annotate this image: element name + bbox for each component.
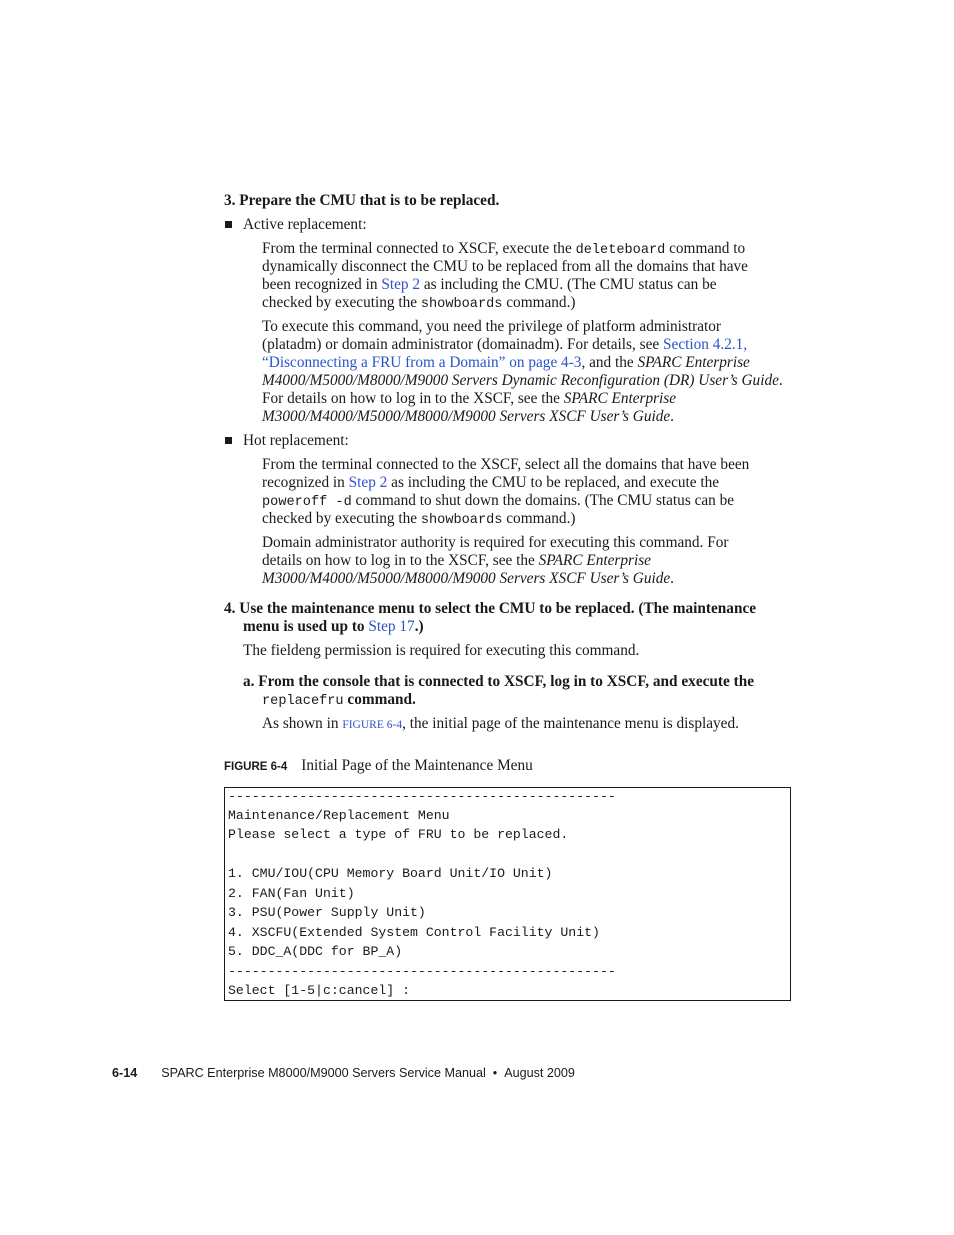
text-line bbox=[262, 552, 651, 570]
text-line: From the terminal connected to the XSCF, select all the domains that have been bbox=[262, 456, 750, 473]
book-title: SPARC Enterprise bbox=[563, 390, 677, 407]
console-line: ------------------------------------------------- bbox=[228, 964, 616, 979]
text: checked by executing the bbox=[262, 510, 421, 527]
text: From the terminal connected to XSCF, execute the bbox=[262, 240, 576, 257]
step-2-link[interactable]: Step 2 bbox=[348, 474, 388, 491]
publication-date: August 2009 bbox=[504, 1066, 575, 1080]
book-title: SPARC Enterprise bbox=[538, 552, 651, 569]
text: command.) bbox=[502, 294, 576, 311]
text-line: To execute this command, you need the privilege of platform administrator bbox=[262, 318, 721, 335]
text: As shown in bbox=[262, 715, 343, 732]
text: details on how to log in to the XSCF, see the bbox=[262, 552, 539, 569]
substep-a-heading-cont bbox=[262, 691, 416, 711]
code-showboards: showboards bbox=[420, 297, 503, 312]
manual-title: SPARC Enterprise M8000/M9000 Servers Service Manual bbox=[161, 1066, 486, 1080]
text: been recognized in bbox=[262, 276, 382, 293]
text: recognized in bbox=[262, 474, 349, 491]
text: command to bbox=[665, 240, 746, 257]
text: For details on how to log in to the XSCF, see the bbox=[262, 390, 564, 407]
console-line: ------------------------------------------------- bbox=[228, 789, 616, 804]
step-17-link[interactable]: Step 17 bbox=[368, 618, 415, 635]
permission-note: The fieldeng permission is required for executing this command. bbox=[243, 642, 640, 659]
active-replacement-label: Active replacement: bbox=[243, 216, 367, 233]
console-line: Please select a type of FRU to be replaced. bbox=[228, 827, 569, 842]
footer bbox=[112, 1064, 575, 1082]
text: . bbox=[670, 570, 674, 587]
text: , the initial page of the maintenance menu is displayed. bbox=[402, 715, 739, 732]
text: . bbox=[670, 408, 674, 425]
figure-title: Initial Page of the Maintenance Menu bbox=[301, 757, 533, 774]
text-line: dynamically disconnect the CMU to be replaced from all the domains that have bbox=[262, 258, 748, 275]
text: checked by executing the bbox=[262, 294, 421, 311]
text: (platadm) or domain administrator (domainadm). For details, see bbox=[262, 336, 664, 353]
code-deleteboard: deleteboard bbox=[575, 243, 666, 258]
text-line bbox=[262, 570, 674, 588]
book-title: M4000/M5000/M8000/M9000 Servers Dynamic Reconfiguration (DR) User’s Guide bbox=[262, 372, 779, 389]
text-line bbox=[262, 510, 576, 530]
text: menu is used up to bbox=[243, 618, 369, 635]
text: command. bbox=[343, 691, 416, 708]
step-2-link[interactable]: Step 2 bbox=[381, 276, 421, 293]
console-line: 1. CMU/IOU(CPU Memory Board Unit/IO Unit) bbox=[228, 866, 553, 881]
text-line bbox=[262, 276, 717, 294]
code-poweroff: poweroff -d bbox=[262, 495, 352, 510]
substep-a-heading: a. From the console that is connected to XSCF, log in to XSCF, and execute the bbox=[243, 673, 755, 690]
substep-a-text bbox=[262, 715, 739, 734]
text: .) bbox=[414, 618, 424, 635]
text: , and the bbox=[581, 354, 638, 371]
console-line: Maintenance/Replacement Menu bbox=[228, 808, 450, 823]
text-line bbox=[262, 354, 750, 372]
step-4-heading-cont bbox=[243, 618, 424, 636]
hot-replacement-label: Hot replacement: bbox=[243, 432, 349, 449]
text-line bbox=[262, 294, 576, 314]
console-line: 4. XSCFU(Extended System Control Facility Unit) bbox=[228, 925, 600, 940]
text-line bbox=[262, 492, 734, 512]
console-line: Select [1-5|c:cancel] : bbox=[228, 983, 411, 998]
text-line: Domain administrator authority is required for executing this command. For bbox=[262, 534, 729, 551]
step-4-heading: 4. Use the maintenance menu to select the CMU to be replaced. (The maintenance bbox=[224, 600, 757, 617]
text-line bbox=[262, 372, 783, 390]
code-showboards: showboards bbox=[420, 513, 503, 528]
text-line bbox=[262, 408, 674, 426]
console-line: 3. PSU(Power Supply Unit) bbox=[228, 905, 426, 920]
book-title: M3000/M4000/M5000/M8000/M9000 Servers XSCF User’s Guide bbox=[262, 570, 671, 587]
book-title: SPARC Enterprise bbox=[637, 354, 750, 371]
console-line: 2. FAN(Fan Unit) bbox=[228, 886, 355, 901]
text-line bbox=[262, 474, 719, 492]
text-line bbox=[262, 336, 747, 354]
page-number: 6-14 bbox=[112, 1066, 138, 1080]
maintenance-menu-console bbox=[224, 787, 791, 1001]
footer-separator: • bbox=[492, 1066, 498, 1080]
figure-label: FIGURE 6-4 bbox=[224, 761, 288, 773]
text-line bbox=[262, 390, 676, 408]
figure-caption bbox=[224, 757, 533, 776]
console-line: 5. DDC_A(DDC for BP_A) bbox=[228, 944, 403, 959]
figure-6-4-link[interactable]: FIGURE 6-4 bbox=[342, 719, 403, 731]
text: . bbox=[778, 372, 783, 389]
text: as including the CMU. (The CMU status can be bbox=[420, 276, 717, 293]
bullet-icon bbox=[225, 221, 232, 228]
text-line bbox=[262, 240, 745, 260]
section-4-2-1-link[interactable]: Section 4.2.1, bbox=[663, 336, 748, 353]
code-replacefru: replacefru bbox=[262, 694, 344, 709]
step-3-heading: 3. Prepare the CMU that is to be replaced. bbox=[224, 192, 500, 209]
disconnecting-fru-link[interactable]: “Disconnecting a FRU from a Domain” on page 4-3 bbox=[262, 354, 582, 371]
text: as including the CMU to be replaced, and execute the bbox=[387, 474, 720, 491]
text: command to shut down the domains. (The CMU status can be bbox=[351, 492, 735, 509]
book-title: M3000/M4000/M5000/M8000/M9000 Servers XSCF User’s Guide bbox=[262, 408, 671, 425]
bullet-icon bbox=[225, 437, 232, 444]
text: command.) bbox=[502, 510, 576, 527]
